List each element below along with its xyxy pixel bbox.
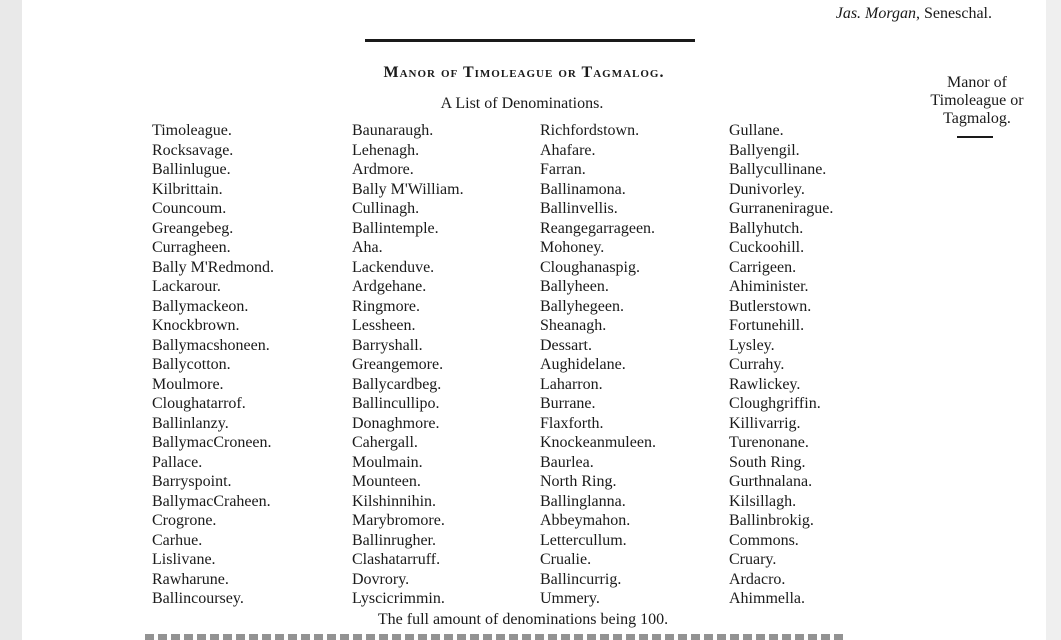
- denomination-item: Ballinbrokig.: [729, 512, 814, 529]
- denomination-item: Ahiminister.: [729, 278, 809, 295]
- denomination-item: Ballyhegeen.: [540, 297, 624, 315]
- denomination-item: Ballintemple.: [352, 219, 439, 237]
- denomination-column-3: [540, 121, 656, 609]
- denomination-item: Lehenagh.: [352, 141, 420, 159]
- total-denominations-note: The full amount of denominations being 100.: [377, 611, 669, 628]
- denomination-item: Ardgehane.: [352, 278, 427, 295]
- list-subtitle: A List of Denominations.: [440, 95, 604, 112]
- denomination-item: Aha.: [352, 239, 383, 256]
- denomination-item: Flaxforth.: [540, 414, 604, 432]
- denomination-item: Lysley.: [729, 336, 775, 354]
- page-edge: [1046, 0, 1061, 640]
- denomination-item: Councoum.: [152, 200, 227, 217]
- denomination-item: Bally M'William.: [352, 180, 464, 198]
- section-divider-rule: [365, 39, 695, 42]
- denomination-item: Cuckoohill.: [729, 239, 805, 256]
- document-page: [22, 0, 1046, 640]
- denomination-item: BallymacCraheen.: [152, 492, 271, 510]
- denomination-item: Lessheen.: [352, 317, 416, 334]
- denomination-item: Rawlickey.: [729, 375, 801, 393]
- denomination-item: Ballincurrig.: [540, 570, 622, 588]
- denomination-item: North Ring.: [540, 473, 617, 490]
- denomination-item: Greangemore.: [352, 356, 444, 373]
- denomination-item: Knockbrown.: [152, 317, 240, 334]
- denomination-item: Ardmore.: [352, 161, 414, 178]
- denomination-item: Aughidelane.: [540, 356, 626, 373]
- denomination-item: Farran.: [540, 161, 586, 178]
- denomination-item: Cloughgriffin.: [729, 395, 821, 412]
- denomination-item: Dessart.: [540, 336, 592, 354]
- signature-name: Jas. Morgan: [835, 5, 917, 22]
- denomination-item: Cullinagh.: [352, 200, 420, 217]
- denomination-item: Fortunehill.: [729, 317, 805, 334]
- denomination-item: BallymacCroneen.: [152, 434, 272, 451]
- denomination-item: Ballinlanzy.: [152, 414, 229, 432]
- denomination-item: Ahimmella.: [729, 590, 805, 607]
- denomination-item: Mounteen.: [352, 473, 421, 490]
- denomination-item: Cahergall.: [352, 434, 418, 451]
- denomination-item: Ballycardbeg.: [352, 375, 442, 393]
- denomination-item: Donaghmore.: [352, 414, 440, 432]
- denomination-item: Gurthnalana.: [729, 473, 813, 490]
- denomination-item: Marybromore.: [352, 512, 445, 529]
- denomination-item: Carhue.: [152, 531, 203, 549]
- denomination-item: Bally M'Redmond.: [152, 258, 274, 276]
- denomination-item: Lettercullum.: [540, 531, 627, 549]
- denomination-item: Currahy.: [729, 356, 785, 373]
- page-title: Manor of Timoleague or Tagmalog.: [383, 64, 665, 81]
- denomination-item: Laharron.: [540, 375, 603, 393]
- denomination-item: Kilsillagh.: [729, 492, 797, 510]
- denomination-item: Reangegarrageen.: [540, 219, 656, 237]
- denomination-item: Ardacro.: [729, 570, 786, 588]
- denomination-item: Abbeymahon.: [540, 512, 631, 529]
- denomination-item: Killivarrig.: [729, 414, 801, 432]
- signature-role: , Seneschal.: [916, 5, 992, 22]
- denomination-item: Gurraneniraguе.: [729, 200, 834, 217]
- denomination-item: Lyscicrimmin.: [352, 590, 445, 607]
- margin-note-rule: [957, 136, 993, 138]
- denomination-item: Barryshall.: [352, 336, 423, 354]
- denomination-item: Kilshinnihin.: [352, 492, 437, 510]
- denomination-item: Ballinvellis.: [540, 200, 618, 217]
- denomination-item: Lackenduve.: [352, 258, 435, 276]
- denomination-item: Greangebeg.: [152, 219, 234, 237]
- denomination-column-1: [152, 121, 274, 609]
- denomination-item: Knockeanmuleen.: [540, 434, 656, 451]
- denomination-item: Ballinlugue.: [152, 161, 231, 178]
- denomination-item: Lislivane.: [152, 551, 216, 568]
- denomination-item: Clashatarruff.: [352, 551, 441, 568]
- denomination-item: Ahafare.: [540, 141, 596, 159]
- denomination-item: Butlerstown.: [729, 297, 812, 315]
- denomination-item: Cloughatarrof.: [152, 395, 246, 412]
- denomination-item: Moulmain.: [352, 453, 423, 471]
- denomination-item: Ummery.: [540, 590, 600, 607]
- denomination-item: Ballyheen.: [540, 278, 609, 295]
- denomination-item: Rocksavage.: [152, 141, 234, 159]
- denomination-item: Sheanagh.: [540, 317, 607, 334]
- denomination-item: Curragheen.: [152, 239, 231, 256]
- denomination-item: Ballyhutch.: [729, 219, 804, 237]
- denomination-item: Ballycullinane.: [729, 161, 827, 178]
- cut-off-next-line: [145, 634, 845, 640]
- denomination-item: Kilbrittain.: [152, 180, 223, 198]
- denomination-item: Richfordstown.: [540, 122, 640, 139]
- denomination-item: Crualie.: [540, 551, 592, 568]
- margin-note: Manor of Timoleague or Tagmalog.: [930, 74, 1024, 127]
- denomination-item: Baunaraugh.: [352, 122, 434, 139]
- denomination-item: Baurlea.: [540, 453, 594, 471]
- denomination-item: Commons.: [729, 531, 799, 549]
- denomination-item: Pallace.: [152, 453, 203, 471]
- denomination-item: Mohoney.: [540, 239, 605, 256]
- denomination-item: Timoleague.: [152, 122, 232, 139]
- denomination-item: Gullane.: [729, 122, 784, 139]
- denomination-item: Cruary.: [729, 551, 777, 568]
- denomination-item: Dunivorley.: [729, 180, 805, 198]
- denomination-item: Moulmore.: [152, 375, 224, 393]
- denomination-item: Ballincoursey.: [152, 590, 244, 607]
- denomination-item: Ballymacshoneen.: [152, 336, 270, 354]
- denomination-item: Ballycotton.: [152, 356, 231, 373]
- denomination-item: South Ring.: [729, 453, 806, 471]
- denomination-item: Ballinamona.: [540, 180, 626, 198]
- denomination-item: Carrigeen.: [729, 258, 797, 276]
- seneschal-signature: [836, 5, 992, 23]
- denomination-item: Ringmore.: [352, 297, 420, 315]
- denomination-item: Ballymackeon.: [152, 297, 249, 315]
- denomination-item: Crogrone.: [152, 512, 217, 529]
- denomination-column-2: [352, 121, 464, 609]
- denomination-item: Ballinrugher.: [352, 531, 436, 549]
- denomination-item: Cloughanaspig.: [540, 258, 640, 276]
- denomination-item: Lackarour.: [152, 278, 221, 295]
- denomination-item: Turenonane.: [729, 434, 809, 451]
- denomination-item: Dovrory.: [352, 570, 410, 588]
- denomination-item: Ballinglanna.: [540, 492, 626, 510]
- denomination-item: Ballincullipo.: [352, 395, 440, 412]
- denomination-item: Rawharune.: [152, 570, 229, 588]
- denomination-item: Ballyengil.: [729, 141, 800, 159]
- denomination-column-4: [729, 121, 833, 609]
- denomination-item: Barryspoint.: [152, 473, 232, 490]
- denomination-item: Burrane.: [540, 395, 596, 412]
